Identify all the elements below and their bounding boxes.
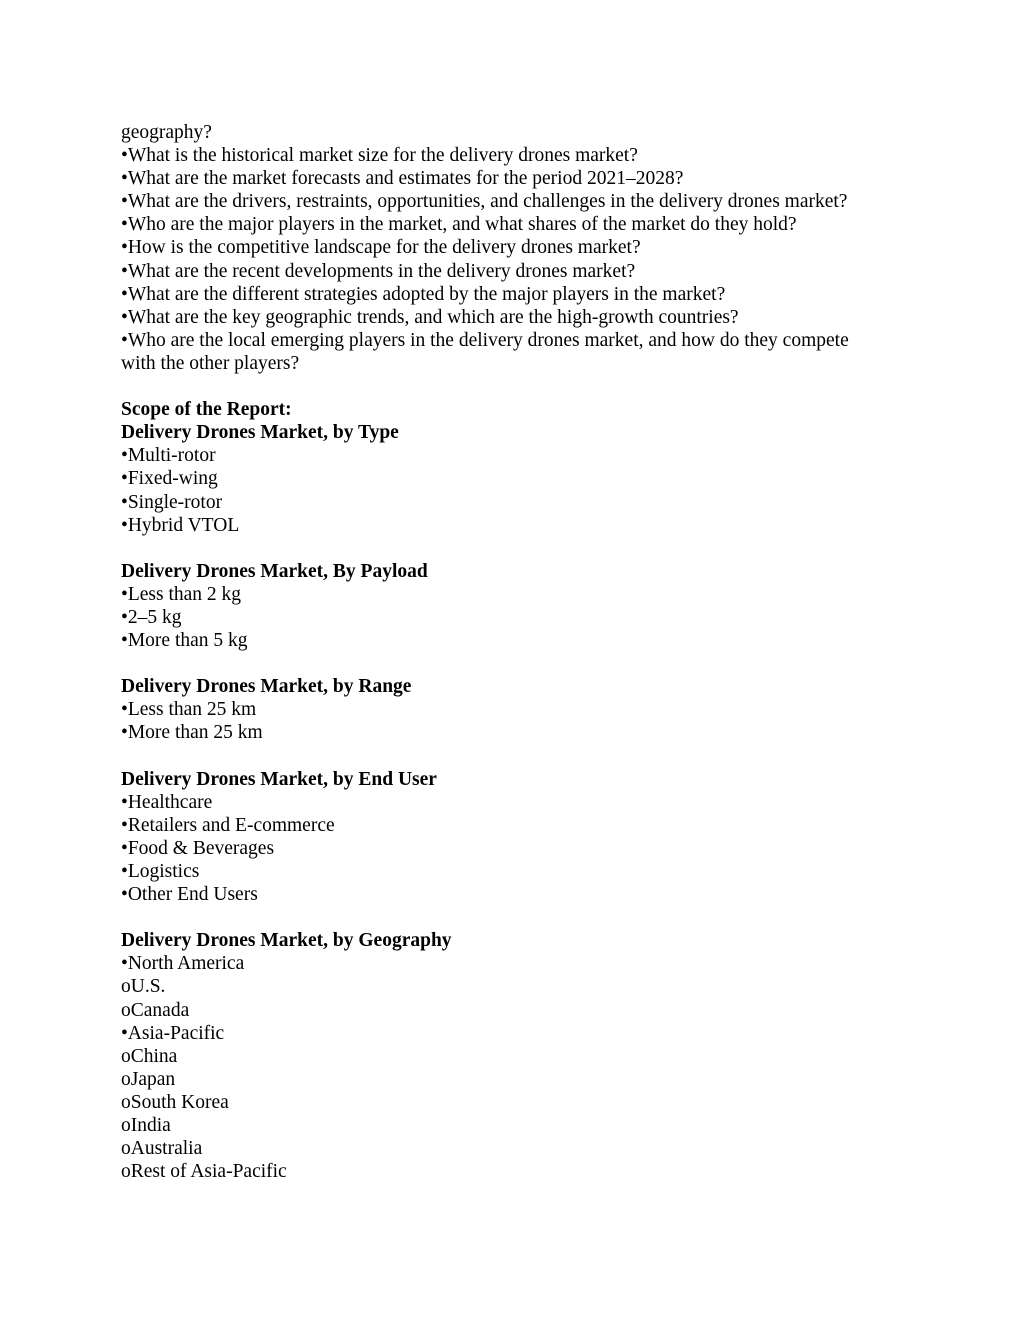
list-item: •Less than 2 kg xyxy=(121,583,242,605)
question-line: •What is the historical market size for the delivery drones market? xyxy=(121,145,638,167)
list-item: •Less than 25 km xyxy=(121,699,257,721)
scope-title: Scope of the Report: xyxy=(121,399,292,421)
question-line: •What are the drivers, restraints, opportunities, and challenges in the delivery drones market? xyxy=(121,191,848,213)
document-page xyxy=(121,121,921,1183)
spacer xyxy=(121,652,921,675)
section-heading: Delivery Drones Market, By Payload xyxy=(121,560,428,582)
list-item: •Asia-Pacific xyxy=(121,1022,225,1044)
section-geography xyxy=(121,929,921,1183)
spacer xyxy=(121,745,921,768)
question-line: •Who are the local emerging players in the delivery drones market, and how do they compete xyxy=(121,329,849,351)
question-line: •How is the competitive landscape for the delivery drones market? xyxy=(121,237,641,259)
question-line: •What are the market forecasts and estimates for the period 2021–2028? xyxy=(121,168,684,190)
question-line: •What are the key geographic trends, and which are the high-growth countries? xyxy=(121,306,739,328)
list-item: oRest of Asia-Pacific xyxy=(121,1161,287,1183)
list-item: oAustralia xyxy=(121,1138,203,1160)
question-line: •What are the different strategies adopted by the major players in the market? xyxy=(121,283,726,305)
list-item: oChina xyxy=(121,1045,178,1067)
spacer xyxy=(121,906,921,929)
list-item: oU.S. xyxy=(121,976,166,998)
list-item: oIndia xyxy=(121,1115,171,1137)
list-item: •More than 25 km xyxy=(121,722,263,744)
question-line: geography? xyxy=(121,122,212,143)
list-item: •2–5 kg xyxy=(121,606,182,628)
list-item: oJapan xyxy=(121,1068,176,1090)
spacer xyxy=(121,537,921,560)
list-item: •Multi-rotor xyxy=(121,445,216,467)
intro-questions xyxy=(121,121,921,375)
list-item: •Hybrid VTOL xyxy=(121,514,240,536)
spacer xyxy=(121,375,921,398)
section-heading: Delivery Drones Market, by Range xyxy=(121,676,412,698)
list-item: •Food & Beverages xyxy=(121,837,275,859)
list-item: •Logistics xyxy=(121,861,200,882)
list-item: •Other End Users xyxy=(121,884,258,906)
list-item: oSouth Korea xyxy=(121,1091,229,1113)
list-item: •North America xyxy=(121,953,245,975)
list-item: •More than 5 kg xyxy=(121,630,248,652)
section-range xyxy=(121,675,921,744)
question-line: •Who are the major players in the market, and what shares of the market do they hold? xyxy=(121,214,797,236)
section-heading: Delivery Drones Market, by End User xyxy=(121,768,437,790)
section-type xyxy=(121,421,921,536)
question-line: with the other players? xyxy=(121,352,300,374)
section-heading: Delivery Drones Market, by Geography xyxy=(121,930,452,952)
list-item: •Healthcare xyxy=(121,791,213,813)
list-item: •Fixed-wing xyxy=(121,468,218,490)
question-line: •What are the recent developments in the delivery drones market? xyxy=(121,260,636,282)
list-item: oCanada xyxy=(121,999,190,1021)
section-payload xyxy=(121,560,921,652)
list-item: •Retailers and E-commerce xyxy=(121,814,335,836)
section-end-user xyxy=(121,768,921,907)
section-heading: Delivery Drones Market, by Type xyxy=(121,422,399,444)
list-item: •Single-rotor xyxy=(121,491,223,513)
